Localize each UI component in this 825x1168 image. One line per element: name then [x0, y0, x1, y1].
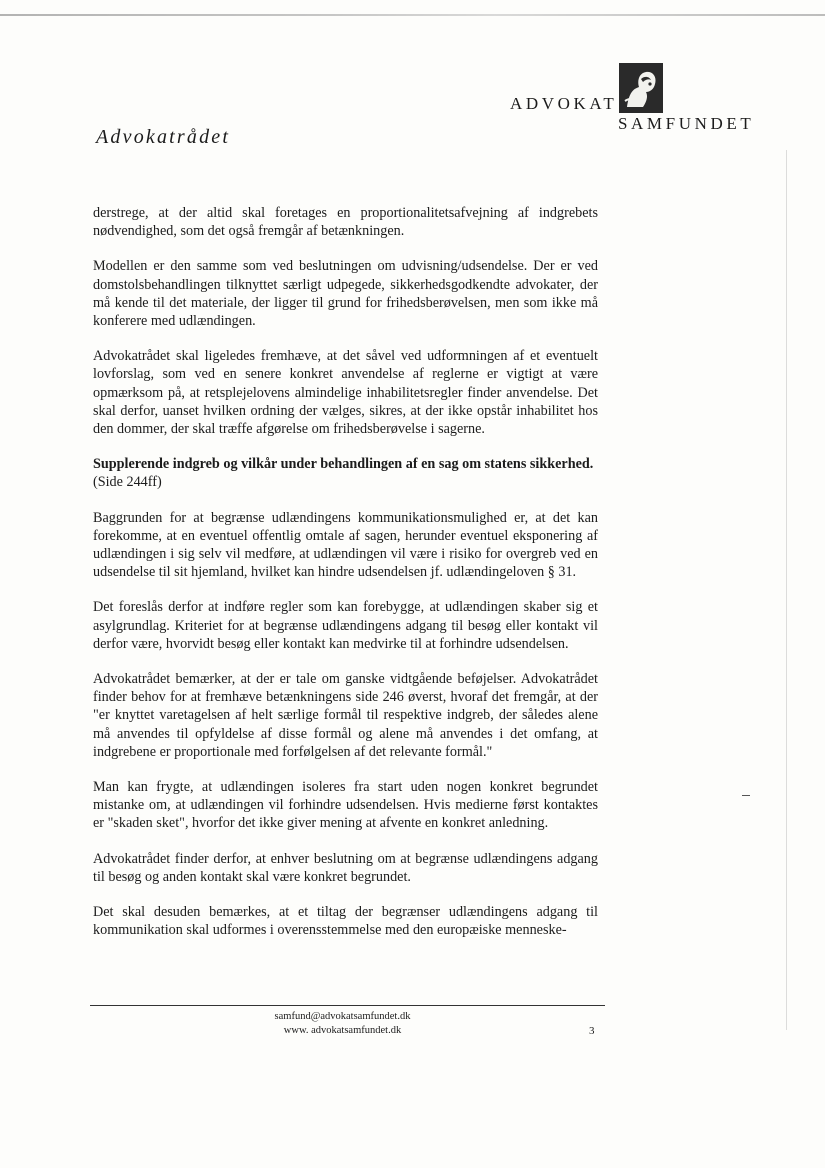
- footer-divider: [90, 1005, 605, 1006]
- logo-word-samfundet: SAMFUNDET: [618, 114, 755, 133]
- section-page-reference: (Side 244ff): [93, 474, 162, 491]
- paragraph: Advokatrådet finder derfor, at enhver beslutning om at begrænse udlændingens adgang til besøg og anden kontakt skal være konkret begrundet.: [93, 850, 598, 885]
- section-heading: Supplerende indgreb og vilkår under behandlingen af en sag om statens sikkerhed.: [93, 456, 594, 473]
- footer: [0, 1010, 825, 1038]
- paragraph: Det foreslås derfor at indføre regler som kan forebygge, at udlændingen skaber sig et asylgrundlag. Kriteriet for at begrænse udlændingens adgang til besøg eller kontakt vil derfor være, hvorvidt besøg eller kontakt kan medvirke til at forhindre udsendelsen.: [93, 599, 598, 652]
- paragraph: Modellen er den samme som ved beslutningen om udvisning/udsendelse. Der er ved domstolsbehandlingen tilknyttet særligt udpegede, sikkerhedsgodkendte advokater, der må kende til det materiale, der ligger til grund for frihedsberøvelsen, men som ikke må konferere med udlændingen.: [93, 258, 598, 330]
- paragraph: Advokatrådet bemærker, at der er tale om ganske vidtgående beføjelser. Advokatrådet finder behov for at fremhæve betænkningens side 246 øverst, hvoraf det fremgår, at der "er knyttet varetagelsen af helt særlige formål til respektive indgreb, der således alene må anvendes til opfyldelse af disse formål og alene må anvendes i det omfang, at indgrebene er proportionale med forfølgelsen af det relevante formål.": [93, 671, 598, 760]
- paragraph: derstrege, at der altid skal foretages en proportionalitetsafvejning af indgrebets nødvendighed, som det også fremgår af betænkningen.: [93, 205, 598, 240]
- footer-website: www. advokatsamfundet.dk: [283, 1025, 402, 1036]
- sender-name: Advokatrådet: [96, 126, 231, 148]
- margin-mark: [742, 795, 750, 796]
- scan-edge-top: [0, 14, 825, 16]
- logo-emblem-icon: [619, 63, 663, 113]
- paragraph: Advokatrådet skal ligeledes fremhæve, at det såvel ved udformningen af et eventuelt lovforslag, som ved en senere konkret anvendelse af reglerne er vigtigt at være opmærksom på, at retsplejelovens almindelige inhabilitetsregler finder anvendelse. Det skal derfor, uanset hvilken ordning der vælges, sikres, at der ikke opstår inhabilitet hos den dommer, der skal træffe afgørelse om frihedsberøvelse i sagerne.: [93, 348, 598, 438]
- letter-body: [93, 204, 598, 957]
- paragraph: Det skal desuden bemærkes, at et tiltag der begrænser udlændingens adgang til kommunikation skal udformes i overensstemmelse med den europæiske menneske-: [93, 904, 598, 939]
- logo-word-advokat: ADVOKAT: [510, 94, 618, 113]
- page-number: 3: [589, 1025, 595, 1037]
- paragraph: Man kan frygte, at udlændingen isoleres fra start uden nogen konkret begrundet mistanke om, at udlændingen vil forhindre udsendelsen. Hvis medierne først kontaktes er "skaden sket", hvorfor det ikke giver mening at afvente en konkret anledning.: [93, 779, 598, 832]
- footer-email: samfund@advokatsamfundet.dk: [274, 1011, 411, 1022]
- scan-edge-right: [786, 150, 787, 1030]
- advokatsamfundet-logo: [510, 63, 760, 143]
- paragraph: Baggrunden for at begrænse udlændingens kommunikationsmulighed er, at det kan forekomme, at en eventuel offentlig omtale af sagen, herunder eventuel eksponering af udlændingen i sig selv vil medføre, at udlændingen vil være i risiko for overgreb ved en udsendelse til sit hjemland, hvilket kan hindre udsendelsen jf. udlændingeloven § 31.: [93, 509, 598, 581]
